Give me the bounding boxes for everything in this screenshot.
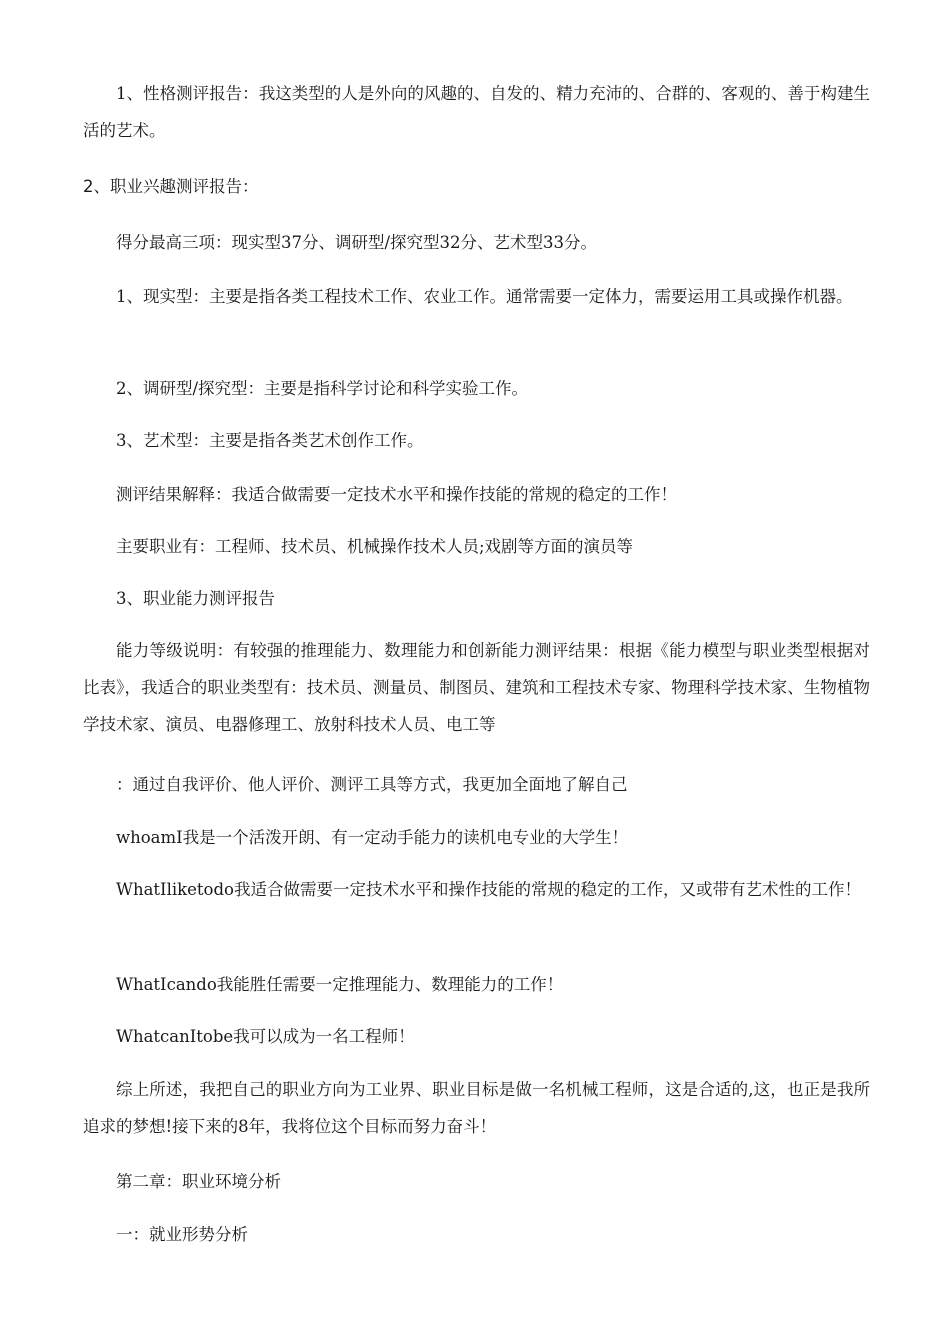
paragraph-realistic-type: 1、现实型：主要是指各类工程技术工作、农业工作。通常需要一定体力，需要运用工具或操作机器。	[116, 287, 853, 306]
heading-number: 2	[83, 177, 94, 196]
paragraph-summary: 综上所述，我把自己的职业方向为工业界、职业目标是做一名机械工程师，这是合适的,这，也正是我所追求的梦想!接下来的8年，我将位这个目标而努力奋斗！	[83, 1080, 870, 1136]
heading-employment-analysis: 一：就业形势分析	[116, 1225, 248, 1244]
paragraph-who-am-i: whoamI我是一个活泼开朗、有一定动手能力的读机电专业的大学生！	[116, 828, 629, 847]
paragraph-what-i-can-do: WhatIcando我能胜任需要一定推理能力、数理能力的工作！	[116, 975, 564, 994]
heading-chapter-two: 第二章：职业环境分析	[116, 1172, 281, 1191]
heading-ability-report: 3、职业能力测评报告	[116, 589, 275, 608]
paragraph-ability-level: 能力等级说明：有较强的推理能力、数理能力和创新能力测评结果：根据《能力模型与职业类型根据对比表》，我适合的职业类型有：技术员、测量员、制图员、建筑和工程技术专家、物理科学技术家、生物植物学技术家、演员、电器修理工、放射科技术人员、电工等	[83, 641, 870, 734]
paragraph-investigative-type: 2、调研型/探究型：主要是指科学讨论和科学实验工作。	[116, 379, 529, 398]
paragraph-what-i-like: WhatIliketodo我适合做需要一定技术水平和操作技能的常规的稳定的工作，又或带有艺术性的工作！	[116, 880, 861, 899]
paragraph-self-evaluation: ：通过自我评价、他人评价、测评工具等方式，我更加全面地了解自己	[116, 775, 628, 794]
paragraph-result-explanation: 测评结果解释：我适合做需要一定技术水平和操作技能的常规的稳定的工作！	[116, 485, 677, 504]
paragraph-artistic-type: 3、艺术型：主要是指各类艺术创作工作。	[116, 431, 424, 450]
paragraph-personality-report: 1、性格测评报告：我这类型的人是外向的风趣的、自发的、精力充沛的、合群的、客观的、善于构建生活的艺术。	[83, 84, 870, 140]
heading-text: 、职业兴趣测评报告：	[93, 177, 259, 196]
paragraph-top-scores: 得分最高三项：现实型37分、调研型/探究型32分、艺术型33分。	[116, 233, 598, 252]
paragraph-main-occupations: 主要职业有：工程师、技术员、机械操作技术人员;戏剧等方面的演员等	[116, 537, 634, 556]
heading-career-interest-report	[83, 168, 870, 205]
paragraph-what-can-i-be: WhatcanItobe我可以成为一名工程师！	[116, 1027, 415, 1046]
